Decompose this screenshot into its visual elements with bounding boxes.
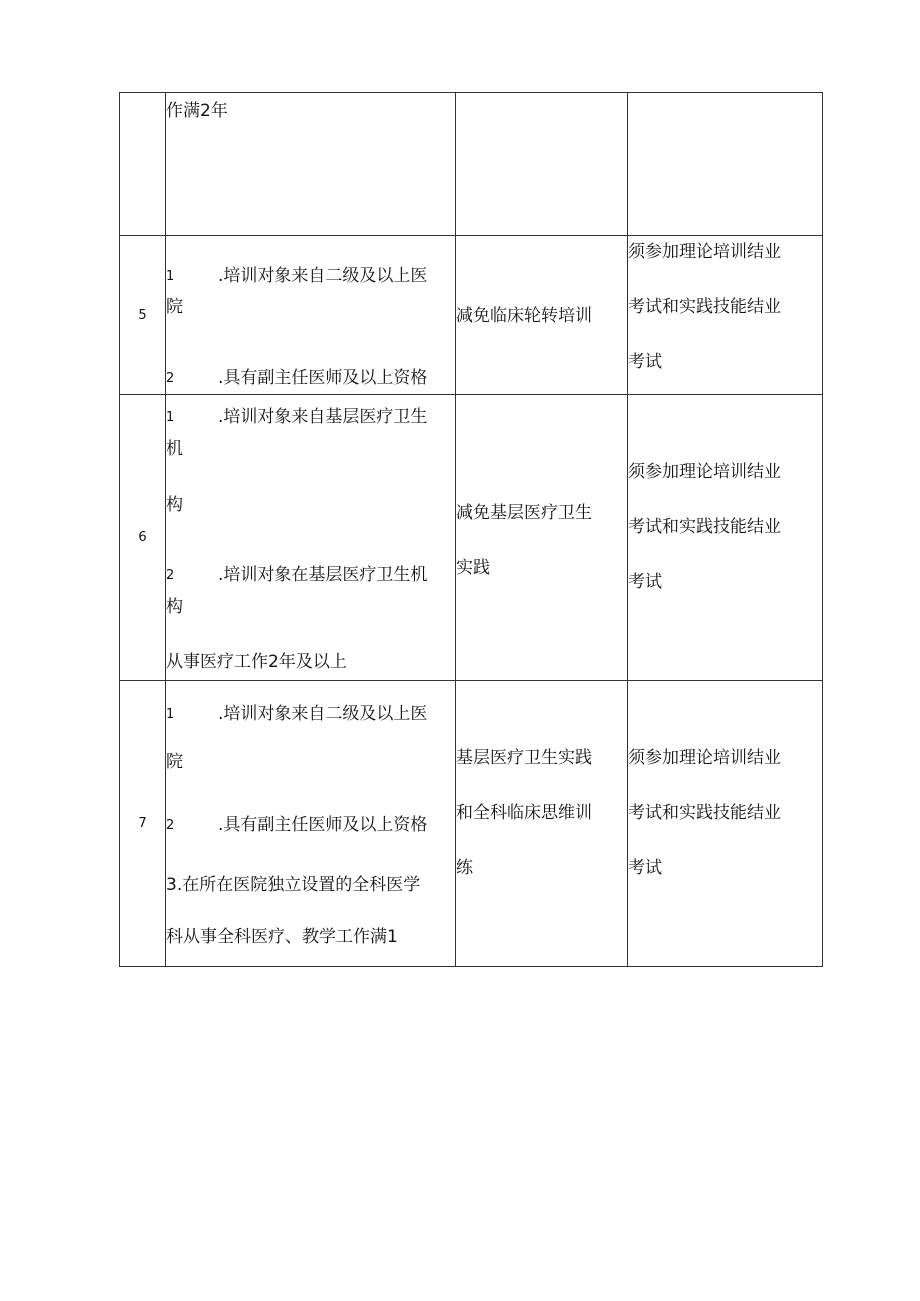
exemption-text: 减免临床轮转培训 xyxy=(456,306,592,326)
requirement-number: 1 xyxy=(166,410,175,425)
exemption-cell xyxy=(456,93,628,236)
assessment-text: 考试和实践技能结业 xyxy=(628,297,781,317)
requirement-text: 从事医疗工作2年及以上 xyxy=(166,652,347,672)
requirements-cell xyxy=(166,681,456,967)
requirement-text: .培训对象在基层医疗卫生机 xyxy=(218,565,428,585)
assessment-text: 须参加理论培训结业 xyxy=(628,462,781,482)
row-number-cell xyxy=(120,93,166,236)
requirement-text: .培训对象来自基层医疗卫生 xyxy=(218,407,428,427)
requirement-text: 院 xyxy=(166,297,183,317)
row-number-cell xyxy=(120,681,166,967)
requirement-text: .具有副主任医师及以上资格 xyxy=(218,368,428,388)
exemption-cell xyxy=(456,236,628,395)
requirements-cell xyxy=(166,395,456,681)
requirement-text: 构 xyxy=(166,597,183,617)
row-number: 5 xyxy=(138,307,147,323)
table-row xyxy=(120,93,823,236)
row-number: 6 xyxy=(138,530,147,545)
assessment-text: 考试和实践技能结业 xyxy=(628,517,781,537)
requirement-text: 科从事全科医疗、教学工作满1 xyxy=(166,927,398,947)
requirement-text: 机 xyxy=(166,439,183,459)
assessment-cell xyxy=(628,236,823,395)
requirement-text: 构 xyxy=(166,495,183,515)
requirement-number: 2 xyxy=(166,818,175,833)
assessment-text: 考试 xyxy=(628,352,662,372)
requirement-text: 3.在所在医院独立设置的全科医学 xyxy=(166,875,421,895)
requirement-text: 院 xyxy=(166,752,183,772)
assessment-text: 须参加理论培训结业 xyxy=(628,242,781,262)
exemption-text: 和全科临床思维训 xyxy=(456,803,592,823)
requirement-text: 作满2年 xyxy=(166,101,228,121)
exemption-text: 基层医疗卫生实践 xyxy=(456,748,592,768)
exemption-cell xyxy=(456,681,628,967)
assessment-text: 考试和实践技能结业 xyxy=(628,803,781,823)
row-number-cell xyxy=(120,395,166,681)
exemption-cell xyxy=(456,395,628,681)
requirement-text: .培训对象来自二级及以上医 xyxy=(218,266,428,286)
exemption-text: 减免基层医疗卫生 xyxy=(456,503,592,523)
row-number: 7 xyxy=(138,816,147,831)
assessment-cell xyxy=(628,681,823,967)
assessment-cell xyxy=(628,93,823,236)
requirement-number: 2 xyxy=(166,568,175,583)
assessment-text: 考试 xyxy=(628,572,662,592)
requirement-text: .培训对象来自二级及以上医 xyxy=(218,704,428,724)
table-row xyxy=(120,681,823,967)
requirement-number: 1 xyxy=(166,707,175,722)
table-row xyxy=(120,236,823,395)
assessment-text: 考试 xyxy=(628,858,662,878)
assessment-cell xyxy=(628,395,823,681)
training-exemption-table xyxy=(119,92,823,967)
assessment-text: 须参加理论培训结业 xyxy=(628,748,781,768)
requirement-number: 1 xyxy=(166,269,175,284)
table-row xyxy=(120,395,823,681)
exemption-text: 实践 xyxy=(456,558,490,578)
requirements-cell xyxy=(166,236,456,395)
exemption-text: 练 xyxy=(456,858,473,878)
row-number-cell xyxy=(120,236,166,395)
requirements-cell xyxy=(166,93,456,236)
requirement-text: .具有副主任医师及以上资格 xyxy=(218,815,428,835)
requirement-number: 2 xyxy=(166,371,175,386)
